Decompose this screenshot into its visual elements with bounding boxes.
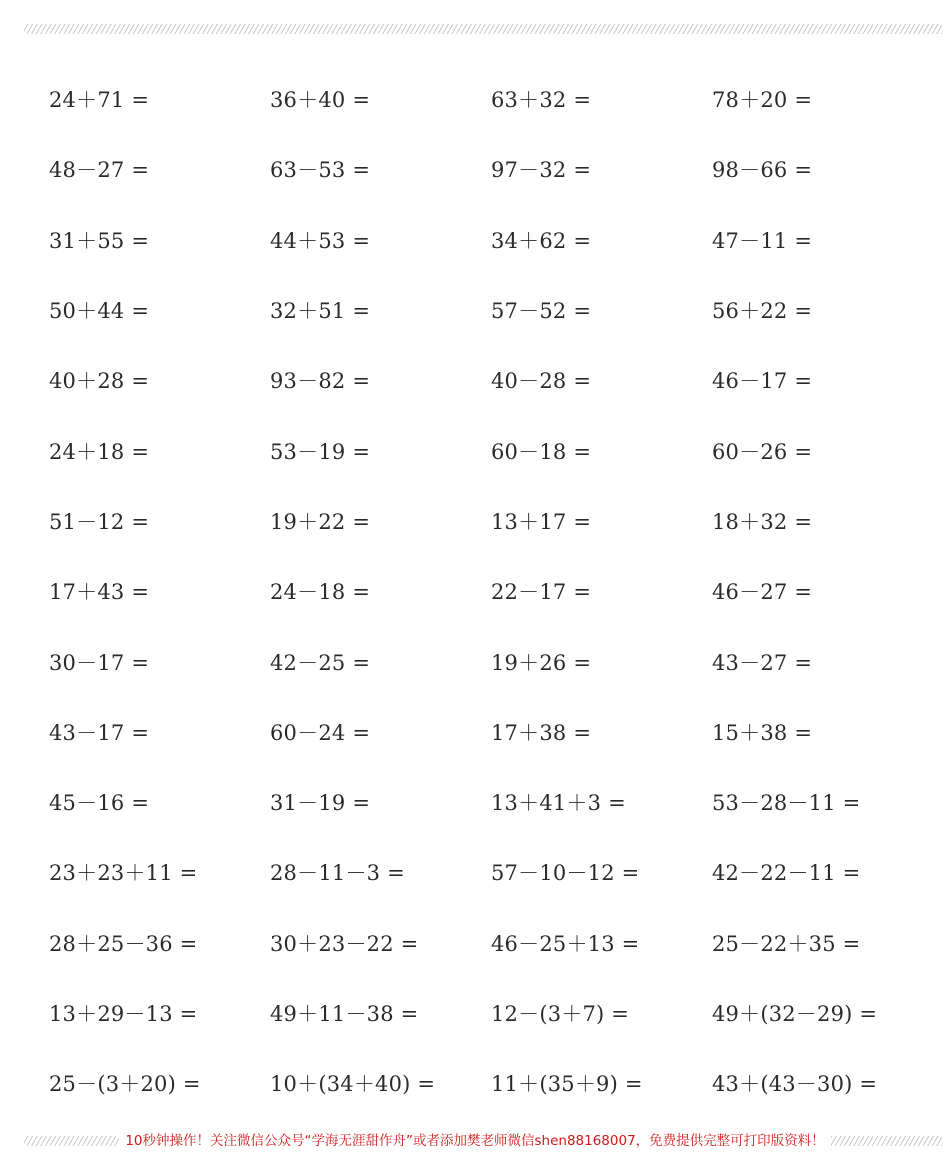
problem: 44＋53 = — [270, 228, 371, 253]
problem: 19＋22 = — [270, 509, 371, 534]
footer-text: 10秒钟操作！关注微信公众号“学海无涯甜作舟”或者添加樊老师微信shen88168007，免费提供完整可打印版资料！ — [119, 1133, 830, 1149]
problem: 23＋23＋11 = — [49, 861, 198, 886]
footer-notice — [0, 1130, 950, 1152]
problem: 30＋23－22 = — [270, 931, 419, 956]
problem: 13＋17 = — [491, 509, 592, 534]
problem: 60－24 = — [270, 720, 371, 745]
problem: 49＋(32－29) = — [712, 1002, 878, 1026]
problem: 12－(3＋7) = — [491, 1002, 630, 1026]
problem: 31－19 = — [270, 791, 371, 816]
problem: 32＋51 = — [270, 299, 371, 324]
top-hatched-border — [24, 24, 942, 34]
problem: 13＋29－13 = — [49, 1002, 198, 1026]
problem: 60－18 = — [491, 439, 592, 464]
problem: 50＋44 = — [49, 299, 150, 324]
arithmetic-problem-grid — [49, 64, 929, 1118]
problem: 42－25 = — [270, 650, 371, 675]
problem: 78＋20 = — [712, 88, 813, 113]
problem: 24＋18 = — [49, 439, 150, 464]
problem: 17＋43 = — [49, 580, 150, 605]
problem: 36＋40 = — [270, 88, 371, 113]
problem: 22－17 = — [491, 580, 592, 605]
problem: 28＋25－36 = — [49, 931, 198, 956]
problem: 46－27 = — [712, 580, 813, 605]
problem: 24＋71 = — [49, 88, 150, 113]
problem: 57－10－12 = — [491, 861, 640, 886]
problem: 43－27 = — [712, 650, 813, 675]
problem: 24－18 = — [270, 580, 371, 605]
problem: 40＋28 = — [49, 369, 150, 394]
problem: 97－32 = — [491, 158, 592, 183]
problem: 47－11 = — [712, 228, 813, 253]
problem: 17＋38 = — [491, 720, 592, 745]
problem: 98－66 = — [712, 158, 813, 183]
problem: 34＋62 = — [491, 228, 592, 253]
problem: 43－17 = — [49, 720, 150, 745]
problem: 42－22－11 = — [712, 861, 861, 886]
problem: 60－26 = — [712, 439, 813, 464]
problem: 43＋(43－30) = — [712, 1072, 878, 1097]
problem: 19＋26 = — [491, 650, 592, 675]
problem: 40－28 = — [491, 369, 592, 394]
problem: 53－28－11 = — [712, 791, 861, 816]
problem: 30－17 = — [49, 650, 150, 675]
problem: 56＋22 = — [712, 299, 813, 324]
problem: 18＋32 = — [712, 509, 813, 534]
problem: 25－(3＋20) = — [49, 1072, 201, 1097]
problem: 13＋41＋3 = — [491, 791, 626, 816]
problem: 31＋55 = — [49, 228, 150, 253]
problem: 28－11－3 = — [270, 861, 405, 886]
problem: 48－27 = — [49, 158, 150, 183]
problem: 53－19 = — [270, 439, 371, 464]
problem: 10＋(34＋40) = — [270, 1072, 436, 1097]
problem: 63－53 = — [270, 158, 371, 183]
problem: 49＋11－38 = — [270, 1002, 419, 1026]
problem: 93－82 = — [270, 369, 371, 394]
problem: 63＋32 = — [491, 88, 592, 113]
problem: 15＋38 = — [712, 720, 813, 745]
problem: 51－12 = — [49, 509, 150, 534]
problem: 46－25＋13 = — [491, 931, 640, 956]
problem: 57－52 = — [491, 299, 592, 324]
problem: 45－16 = — [49, 791, 150, 816]
problem: 25－22＋35 = — [712, 931, 861, 956]
problem: 11＋(35＋9) = — [491, 1072, 643, 1097]
problem: 46－17 = — [712, 369, 813, 394]
